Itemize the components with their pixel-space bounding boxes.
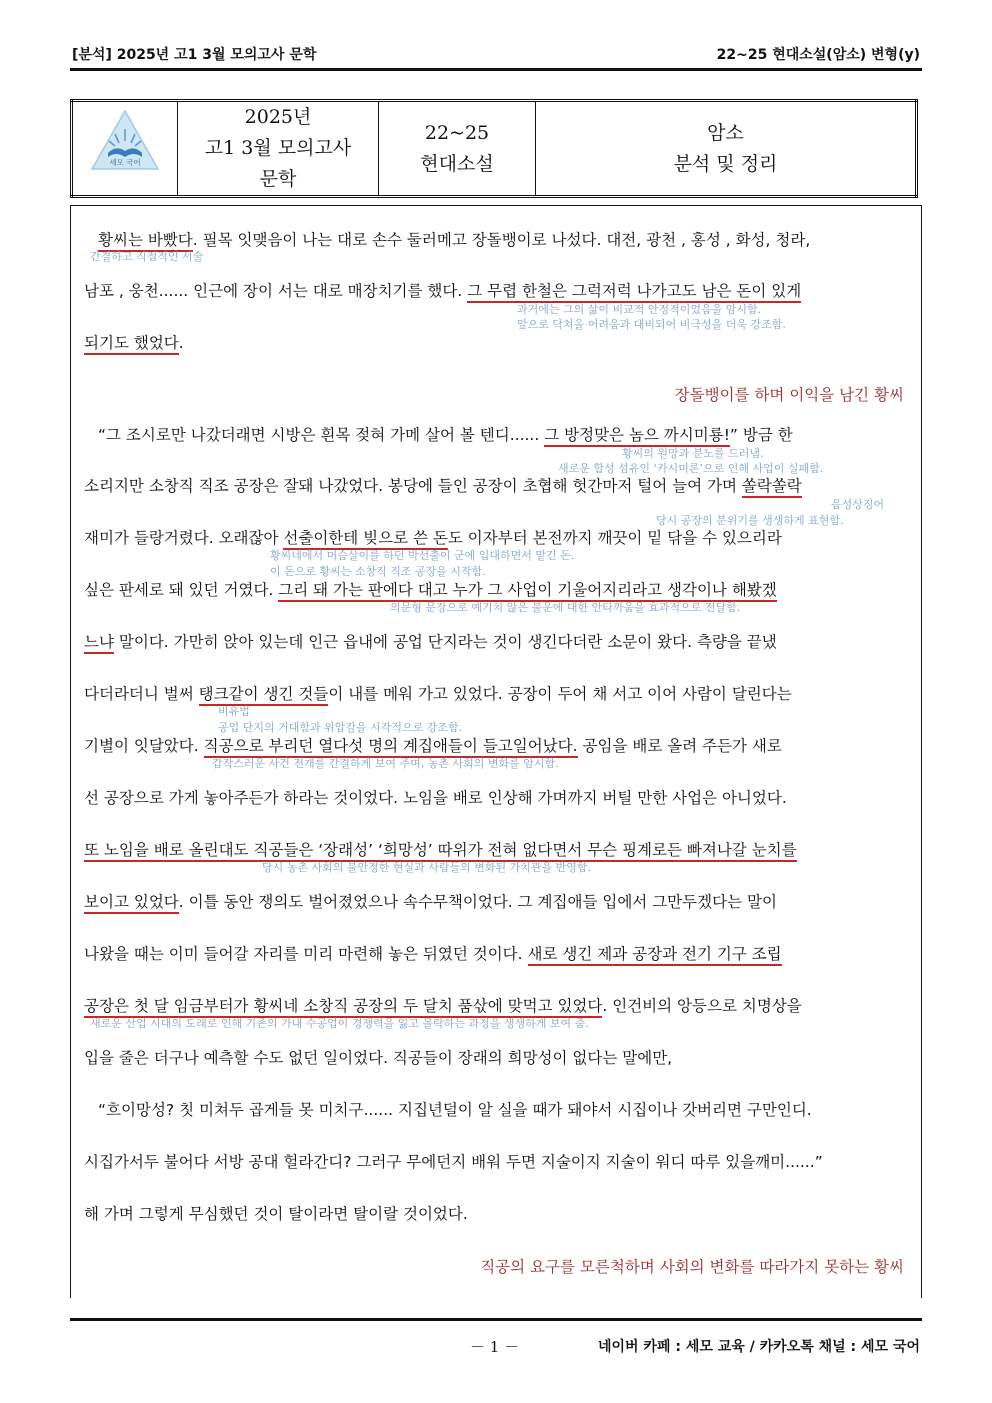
header-left: [분석] 2025년 고1 3월 모의고사 문학 bbox=[72, 47, 317, 63]
footer-text: 네이버 카페 : 세모 교육 / 카카오톡 채널 : 세모 국어 bbox=[597, 1339, 920, 1355]
text-line: 공장은 첫 달 임금부터가 황씨네 소창직 공장의 두 달치 품삯에 맞먹고 있었다. 인건비의 앙등으로 치명상을 bbox=[84, 994, 802, 1016]
header-right: 22~25 현대소설(암소) 변형(y) bbox=[716, 47, 920, 63]
text-line: 시집가서두 불어다 서방 공대 헐라간디? 그러구 무에던지 배워 두면 지술이지 지술이 워디 따루 있을깨미......” bbox=[84, 1153, 823, 1171]
text-line: 되기도 했었다. bbox=[84, 331, 184, 353]
logo-cell bbox=[72, 101, 178, 197]
annotation-note: 과거에는 그의 삶이 비교적 안정적이었음을 암시함. bbox=[517, 303, 762, 316]
title-cell-section: 22~25 현대소설 bbox=[379, 101, 536, 197]
annotation-note: 당시 공장의 분위기를 생생하게 표현함. bbox=[656, 514, 844, 527]
text-line: 싶은 판세로 돼 있던 거였다. 그리 돼 가는 판에다 대고 누가 그 사업이 기울어지리라고 생각이나 해봤겠 bbox=[84, 578, 777, 600]
text-line: 다더라더니 벌써 탱크같이 생긴 것들이 내를 메워 가고 있었다. 공장이 두어 채 서고 이어 사람이 달린다는 bbox=[84, 682, 792, 704]
title-cell-work: 암소 분석 및 정리 bbox=[536, 101, 917, 197]
text-line: 기별이 잇달았다. 직공으로 부리던 열다섯 명의 계집애들이 들고일어났다. 공임을 배로 올려 주든가 새로 bbox=[84, 734, 782, 756]
text-line: “그 조시로만 나갔더래면 시방은 흰목 젖혀 가메 살어 볼 텐디...... 그 방정맞은 놈으 까시미룡!” 방금 한 bbox=[98, 423, 793, 445]
annotation-note: 이 돈으로 황씨는 소창직 직조 공장을 시작함. bbox=[270, 565, 486, 578]
text-line: 보이고 있었다. 이틀 동안 쟁의도 벌어졌었으나 속수무책이었다. 그 계집애들 입에서 그만두겠다는 말이 bbox=[84, 890, 777, 912]
text-line: 느냐 말이다. 가만히 앉아 있는데 인근 읍내에 공업 단지라는 것이 생긴다더란 소문이 왔다. 측량을 끝냈 bbox=[84, 630, 777, 652]
section-summary: 장돌뱅이를 하며 이익을 남긴 황씨 bbox=[674, 386, 904, 404]
title-cell-exam: 2025년 고1 3월 모의고사 문학 bbox=[178, 101, 379, 197]
annotation-note: 갑작스러운 사건 전개를 간결하게 보여 주며, 농촌 사회의 변화를 암시함. bbox=[212, 757, 559, 770]
page-number: － 1 － bbox=[470, 1338, 520, 1356]
annotation-note: 황씨네에서 머슴살이를 하던 박선출이 군에 입대하면서 맡긴 돈. bbox=[270, 549, 575, 562]
annotation-note: 의문형 문장으로 예기치 않은 불운에 대한 안타까움을 효과적으로 전달함. bbox=[390, 601, 741, 614]
logo-text: 세모 국어 bbox=[109, 157, 141, 167]
text-line: 소리지만 소창직 직조 공장은 잘돼 나갔었다. 봉당에 들인 공장이 초협해 헛간마저 털어 늘여 가며 쏠락쏠락 bbox=[84, 474, 802, 496]
text-line: 또 노임을 배로 올린대도 직공들은 ‘장래성’ ‘희망성’ 따위가 전혀 없다면서 무슨 핑계로든 빠져나갈 눈치를 bbox=[84, 838, 797, 860]
annotation-note: 황씨의 원망과 분노를 드러냄. bbox=[622, 447, 764, 460]
annotation-note: 비유법 bbox=[218, 705, 250, 718]
book-logo-icon bbox=[88, 107, 162, 181]
annotation-note: 당시 농촌 사회의 불안정한 현실과 사람들의 변화된 가치관을 반영함. bbox=[262, 861, 591, 874]
text-line: 선 공장으로 가게 놓아주든가 하라는 것이었다. 노임을 배로 인상해 가며까지 버틸 만한 사업은 아니었다. bbox=[84, 789, 787, 807]
section-summary: 직공의 요구를 모른척하며 사회의 변화를 따라가지 못하는 황씨 bbox=[480, 1258, 904, 1276]
header-rule bbox=[70, 68, 922, 71]
title-table bbox=[70, 99, 918, 198]
text-line: 황씨는 바빴다. 필목 잇맺음이 나는 대로 손수 둘러메고 장돌뱅이로 나섰다. 대전, 광천 , 홍성 , 화성, 청라, bbox=[98, 228, 810, 250]
annotation-note: 새로운 산업 시대의 도래로 인해 기존의 가내 수공업이 경쟁력을 잃고 몰락하는 과정을 생생하게 보여 줌. bbox=[90, 1017, 589, 1030]
footer-rule bbox=[70, 1318, 922, 1321]
annotation-note: 공업 단지의 거대함과 위압감을 시각적으로 강조함. bbox=[218, 721, 463, 734]
annotation-note: 새로운 합성 섬유인 ‘카시미론’으로 인해 사업이 실패함. bbox=[558, 462, 824, 475]
annotation-note: 앞으로 닥쳐올 어려움과 대비되어 비극성을 더욱 강조함. bbox=[517, 318, 786, 331]
text-line: 입을 줄은 더구나 예측할 수도 없던 일이었다. 직공들이 장래의 희망성이 없다는 말에만, bbox=[84, 1049, 673, 1067]
text-line: “흐이망성? 칫 미쳐두 곱게들 못 미치구...... 지집년덜이 알 실을 때가 돼야서 시집이나 갓버리면 구만인디. bbox=[98, 1101, 812, 1119]
text-line: 재미가 들랑거렸다. 오래잖아 선출이한테 빚으로 쓴 돈도 이자부터 본전까지 깨끗이 밑 닦을 수 있으리라 bbox=[84, 526, 782, 548]
text-line: 나왔을 때는 이미 들어갈 자리를 미리 마련해 놓은 뒤였던 것이다. 새로 생긴 제과 공장과 전기 기구 조립 bbox=[84, 942, 782, 964]
text-line: 해 가며 그렇게 무심했던 것이 탈이라면 탈이랄 것이었다. bbox=[84, 1205, 468, 1223]
annotation-note: 음성상징어 bbox=[831, 498, 885, 511]
annotation-note: 간결하고 직접적인 서술 bbox=[90, 250, 204, 263]
text-line: 남포 , 웅천...... 인근에 장이 서는 대로 매장치기를 했다. 그 무렵 한철은 그럭저럭 나가고도 남은 돈이 있게 bbox=[84, 279, 801, 301]
